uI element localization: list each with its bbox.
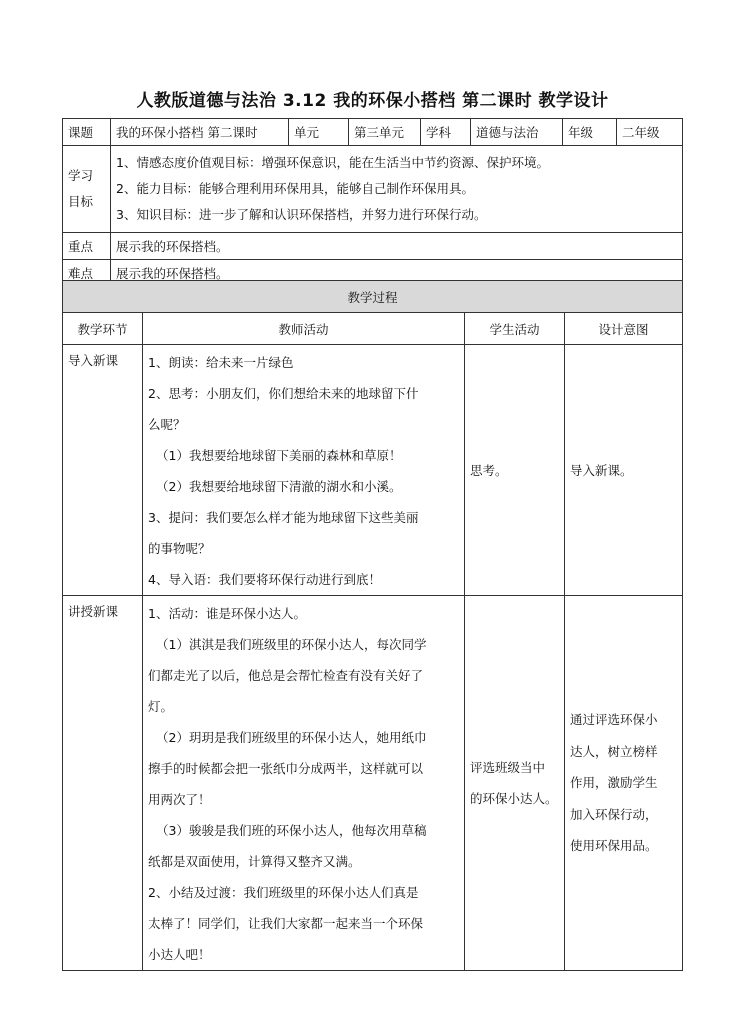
topic-label: 课题 [63, 119, 111, 146]
process-title: 教学过程 [63, 281, 683, 313]
process-column-headers [63, 313, 683, 345]
teacher-line: 们都走光了以后，他总是会帮忙检查有没有关好了 [148, 668, 424, 683]
subject-value: 道德与法治 [471, 119, 563, 146]
process-row-new-lesson [63, 596, 683, 971]
rationale-cell [565, 596, 683, 971]
teacher-line: 1、活动：谁是环保小达人。 [148, 606, 306, 621]
unit-label: 单元 [289, 119, 349, 146]
teacher-line: 2、小结及过渡：我们班级里的环保小达人们真是 [148, 885, 419, 900]
student-line: 的环保小达人。 [470, 791, 558, 806]
header-rationale: 设计意图 [565, 313, 683, 345]
teacher-activity-cell [143, 345, 465, 596]
teacher-line: 纸都是双面使用，计算得又整齐又满。 [148, 854, 361, 869]
goals-content [111, 146, 683, 233]
rationale-line: 通过评选环保小 [570, 712, 658, 728]
header-stage: 教学环节 [63, 313, 143, 345]
key-value: 展示我的环保搭档。 [111, 233, 683, 260]
rationale-line: 加入环保行动， [570, 806, 658, 822]
teacher-line: 3、提问：我们要怎么样才能为地球留下这些美丽 [148, 510, 419, 525]
teacher-line: 擦手的时候都会把一张纸巾分成两半，这样就可以 [148, 761, 424, 776]
teacher-line: （2）玥玥是我们班级里的环保小达人，她用纸巾 [156, 730, 427, 745]
goal-item: 1、情感态度价值观目标：增强环保意识，能在生活当中节约资源、保护环境。 [116, 155, 549, 170]
teacher-line: 2、思考：小朋友们，你们想给未来的地球留下什 [148, 386, 419, 401]
process-section-header [63, 281, 683, 313]
rationale-line: 使用环保用品。 [570, 838, 658, 854]
teacher-line: 4、导入语：我们要将环保行动进行到底！ [148, 572, 381, 587]
rationale-line: 作用，激励学生 [570, 775, 658, 791]
grade-label: 年级 [563, 119, 617, 146]
stage-cell: 讲授新课 [63, 596, 143, 971]
goals-label-line-1: 学习 [68, 168, 94, 183]
student-line: 评选班级当中 [470, 759, 546, 775]
goal-item: 2、能力目标：能够合理利用环保用具，能够自己制作环保用具。 [116, 181, 474, 196]
info-row-key [63, 233, 683, 260]
student-activity-cell [465, 596, 565, 971]
teacher-line: （1）淇淇是我们班级里的环保小达人，每次同学 [156, 637, 427, 652]
grade-value: 二年级 [617, 119, 683, 146]
topic-value: 我的环保小搭档 第二课时 [111, 119, 289, 146]
teacher-line: （3）骏骏是我们班的环保小达人，他每次用草稿 [156, 823, 427, 838]
teacher-line: （2）我想要给地球留下清澈的湖水和小溪。 [156, 479, 402, 494]
teacher-activity-cell [143, 596, 465, 971]
teacher-line: 用两次了！ [148, 792, 211, 807]
teacher-line: 1、朗读：给未来一片绿色 [148, 355, 294, 370]
rationale-cell: 导入新课。 [565, 345, 683, 596]
info-row-topic [63, 119, 683, 146]
key-label: 重点 [63, 233, 111, 260]
teacher-line: （1）我想要给地球留下美丽的森林和草原！ [156, 448, 402, 463]
difficulty-label: 难点 [63, 260, 111, 287]
header-student: 学生活动 [465, 313, 565, 345]
teacher-line: 小达人吧！ [148, 947, 211, 962]
info-row-goals [63, 146, 683, 233]
teaching-process-table [62, 280, 683, 971]
goal-item: 3、知识目标：进一步了解和认识环保搭档，并努力进行环保行动。 [116, 207, 487, 222]
lesson-info-table [62, 118, 683, 287]
process-row-intro [63, 345, 683, 596]
header-teacher: 教师活动 [143, 313, 465, 345]
teacher-line: 太棒了！同学们，让我们大家都一起来当一个环保 [148, 916, 424, 931]
goals-label-line-2: 目标 [68, 194, 94, 209]
student-activity-cell: 思考。 [465, 345, 565, 596]
rationale-line: 达人，树立榜样 [570, 743, 658, 759]
subject-label: 学科 [421, 119, 471, 146]
goals-label [63, 146, 111, 233]
stage-cell: 导入新课 [63, 345, 143, 596]
unit-value: 第三单元 [349, 119, 421, 146]
teacher-line: 么呢？ [148, 417, 186, 432]
document-title: 人教版道德与法治 3.12 我的环保小搭档 第二课时 教学设计 [136, 91, 609, 111]
teacher-line: 灯。 [148, 699, 174, 714]
teacher-line: 的事物呢？ [148, 541, 211, 556]
difficulty-value: 展示我的环保搭档。 [111, 260, 683, 287]
